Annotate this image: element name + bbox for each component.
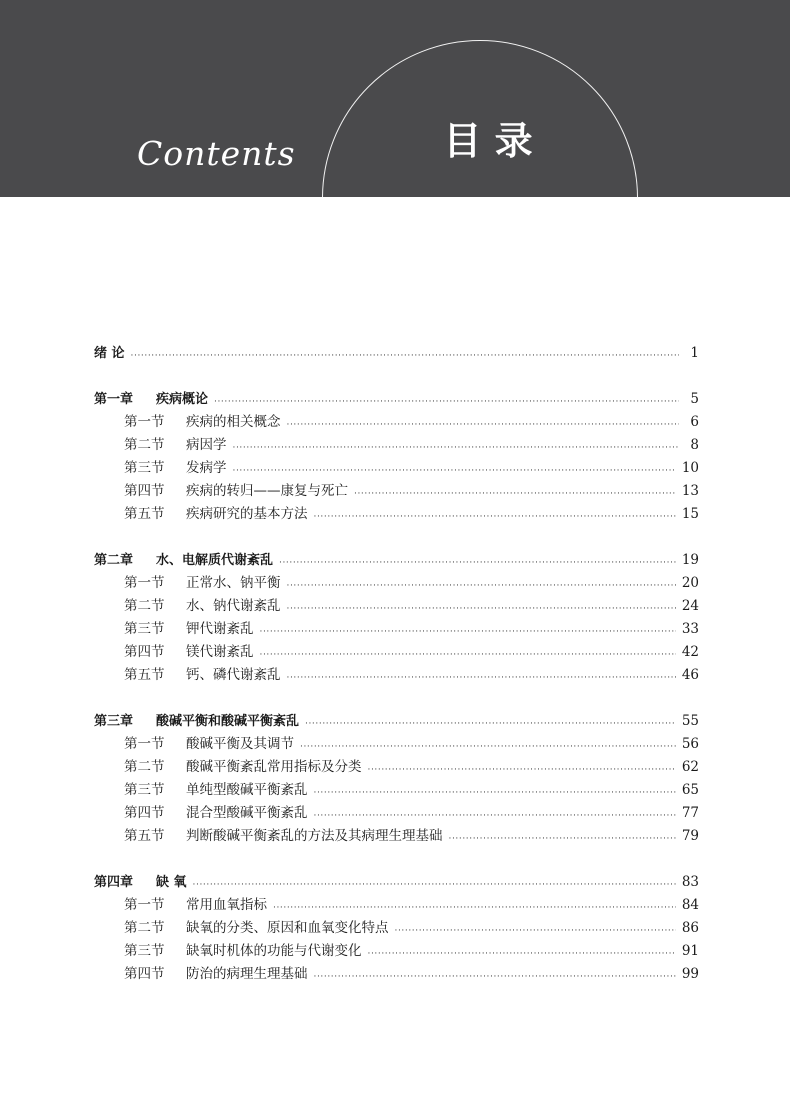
- toc-entry-section[interactable]: [94, 917, 699, 940]
- page-number: 77: [681, 805, 699, 821]
- toc-entry-intro[interactable]: [94, 342, 699, 365]
- dot-leader: [260, 619, 676, 642]
- section-number: 第二节: [124, 759, 165, 775]
- toc-entry-section[interactable]: [94, 894, 699, 917]
- dot-leader: [300, 734, 676, 757]
- section-number: 第四节: [124, 805, 165, 821]
- toc-entry-chapter[interactable]: [94, 710, 699, 733]
- page-number: 55: [681, 713, 699, 729]
- chapter-number: 第四章: [94, 875, 134, 890]
- page-number: 8: [690, 437, 699, 453]
- page-number: 84: [681, 897, 699, 913]
- section-title: 疾病的相关概念: [186, 414, 281, 430]
- page-number: 13: [681, 483, 699, 499]
- section-title: 疾病的转归——康复与死亡: [186, 483, 348, 499]
- section-title: 混合型酸碱平衡紊乱: [186, 805, 308, 821]
- dot-leader: [314, 504, 676, 527]
- section-number: 第四节: [124, 966, 165, 982]
- section-number: 第一节: [124, 897, 165, 913]
- dot-leader: [287, 596, 676, 619]
- toc-entry-section[interactable]: [94, 779, 699, 802]
- chapter-number: 第一章: [94, 392, 134, 407]
- section-number: 第三节: [124, 943, 165, 959]
- dot-leader: [368, 757, 676, 780]
- page-number: 83: [681, 874, 699, 890]
- dot-leader: [279, 550, 676, 573]
- section-title: 判断酸碱平衡紊乱的方法及其病理生理基础: [186, 828, 443, 844]
- dot-leader: [193, 872, 676, 895]
- section-title: 缺氧的分类、原因和血氧变化特点: [186, 920, 389, 936]
- page-number: 24: [681, 598, 699, 614]
- page-number: 19: [681, 552, 699, 568]
- page-number: 5: [690, 391, 699, 407]
- page-number: 79: [681, 828, 699, 844]
- toc-entry-section[interactable]: [94, 733, 699, 756]
- dot-leader: [273, 895, 676, 918]
- header-band: [0, 0, 790, 197]
- section-title: 酸碱平衡及其调节: [186, 736, 294, 752]
- toc-entry-section[interactable]: [94, 411, 699, 434]
- section-number: 第二节: [124, 437, 165, 453]
- toc-entry-section[interactable]: [94, 595, 699, 618]
- contents-label: Contents: [137, 134, 296, 173]
- page-number: 33: [681, 621, 699, 637]
- dot-leader: [287, 412, 680, 435]
- dot-leader: [354, 481, 676, 504]
- dot-leader: [395, 918, 676, 941]
- section-number: 第一节: [124, 414, 165, 430]
- section-number: 第二节: [124, 920, 165, 936]
- toc-entry-section[interactable]: [94, 940, 699, 963]
- chapter-title: 疾病概论: [156, 392, 209, 407]
- section-title: 常用血氧指标: [186, 897, 267, 913]
- section-number: 第三节: [124, 621, 165, 637]
- section-title: 钙、磷代谢紊乱: [186, 667, 281, 683]
- toc-entry-section[interactable]: [94, 572, 699, 595]
- dot-leader: [233, 435, 680, 458]
- section-title: 病因学: [186, 437, 227, 453]
- toc-entry-chapter[interactable]: [94, 549, 699, 572]
- section-title: 水、钠代谢紊乱: [186, 598, 281, 614]
- section-number: 第一节: [124, 575, 165, 591]
- section-title: 疾病研究的基本方法: [186, 506, 308, 522]
- page-number: 91: [681, 943, 699, 959]
- dot-leader: [305, 711, 676, 734]
- toc-entry-section[interactable]: [94, 457, 699, 480]
- chapter-title: 酸碱平衡和酸碱平衡紊乱: [156, 714, 300, 729]
- page-number: 42: [681, 644, 699, 660]
- section-title: 酸碱平衡紊乱常用指标及分类: [186, 759, 362, 775]
- section-title: 正常水、钠平衡: [186, 575, 281, 591]
- section-number: 第三节: [124, 460, 165, 476]
- dot-leader: [214, 389, 679, 412]
- toc-entry-section[interactable]: [94, 434, 699, 457]
- dot-leader: [368, 941, 676, 964]
- chapter-list: [94, 388, 699, 986]
- section-number: 第一节: [124, 736, 165, 752]
- chapter-number: 第三章: [94, 714, 134, 729]
- toc-entry-chapter[interactable]: [94, 871, 699, 894]
- page-number: 10: [681, 460, 699, 476]
- page-number: 15: [681, 506, 699, 522]
- toc-entry-section[interactable]: [94, 825, 699, 848]
- section-number: 第四节: [124, 483, 165, 499]
- dot-leader: [314, 964, 676, 987]
- section-number: 第四节: [124, 644, 165, 660]
- section-number: 第二节: [124, 598, 165, 614]
- toc-entry-section[interactable]: [94, 664, 699, 687]
- page-number: 56: [681, 736, 699, 752]
- dot-leader: [287, 573, 676, 596]
- page-title: 目 录: [443, 118, 533, 163]
- section-title: 发病学: [186, 460, 227, 476]
- toc-entry-section[interactable]: [94, 802, 699, 825]
- chapter-title: 水、电解质代谢紊乱: [156, 553, 274, 568]
- toc-entry-chapter[interactable]: [94, 388, 699, 411]
- toc-entry-section[interactable]: [94, 618, 699, 641]
- intro-label: 绪 论: [94, 346, 125, 361]
- toc-entry-section[interactable]: [94, 756, 699, 779]
- toc-entry-section[interactable]: [94, 480, 699, 503]
- page-number: 20: [681, 575, 699, 591]
- dot-leader: [449, 826, 676, 849]
- page-number: 86: [681, 920, 699, 936]
- page-number: 6: [690, 414, 699, 430]
- dot-leader: [314, 803, 676, 826]
- chapter-title: 缺 氧: [156, 875, 187, 890]
- section-number: 第三节: [124, 782, 165, 798]
- chapter-number: 第二章: [94, 553, 134, 568]
- section-title: 镁代谢紊乱: [186, 644, 254, 660]
- toc-entry-section[interactable]: [94, 963, 699, 986]
- dot-leader: [131, 343, 679, 366]
- toc-entry-section[interactable]: [94, 503, 699, 526]
- section-title: 单纯型酸碱平衡紊乱: [186, 782, 308, 798]
- section-title: 缺氧时机体的功能与代谢变化: [186, 943, 362, 959]
- page-number: 46: [681, 667, 699, 683]
- toc-entry-section[interactable]: [94, 641, 699, 664]
- page-number: 99: [681, 966, 699, 982]
- page-number: 65: [681, 782, 699, 798]
- section-title: 钾代谢紊乱: [186, 621, 254, 637]
- page-number: 62: [681, 759, 699, 775]
- section-number: 第五节: [124, 667, 165, 683]
- dot-leader: [314, 780, 676, 803]
- table-of-contents: [94, 342, 699, 986]
- section-number: 第五节: [124, 828, 165, 844]
- dot-leader: [287, 665, 676, 688]
- dot-leader: [233, 458, 676, 481]
- section-title: 防治的病理生理基础: [186, 966, 308, 982]
- section-number: 第五节: [124, 506, 165, 522]
- dot-leader: [260, 642, 676, 665]
- page-number: 1: [690, 345, 699, 361]
